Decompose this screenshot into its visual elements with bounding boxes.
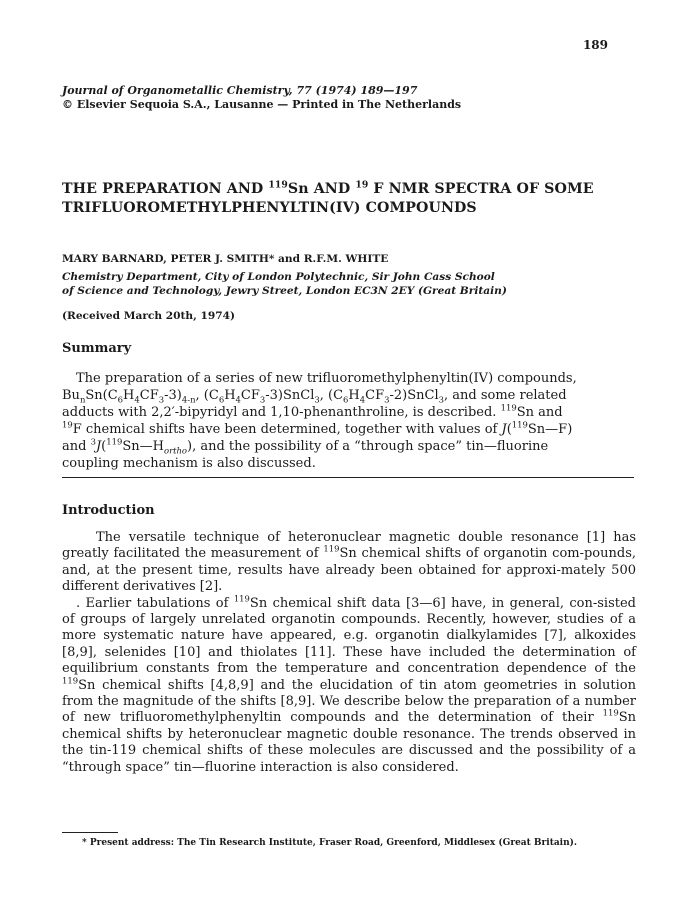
paragraph: The versatile technique of heteronuclear magnetic double resonance [1] has greatly facilitated the measurement of $^{119}$Sn chemical shifts of organotin com-pounds, and, at the present time, results have already been obtained for approxi-mately 500 different derivatives [2]. bbox=[62, 530, 637, 595]
summary-abstract bbox=[62, 370, 634, 472]
introduction-heading: Introduction bbox=[62, 503, 155, 518]
section-divider bbox=[62, 477, 634, 478]
title-superscript: 19 bbox=[355, 179, 369, 191]
summary-heading: Summary bbox=[62, 341, 132, 356]
journal-reference: Journal of Organometallic Chemistry, 77 (1974) 189—197 bbox=[62, 84, 418, 97]
introduction-body bbox=[62, 530, 636, 776]
abstract-line: $^{19}$F chemical shifts have been determined, together with values of J($^{119}$Sn—F) bbox=[62, 419, 573, 437]
title-text: THE PREPARATION AND bbox=[62, 181, 269, 197]
abstract-line: coupling mechanism is also discussed. bbox=[62, 456, 316, 471]
title-text: Sn AND bbox=[287, 181, 356, 197]
footnote-rule bbox=[62, 832, 118, 833]
article-title bbox=[62, 180, 632, 218]
page-number: 189 bbox=[582, 38, 608, 52]
abstract-line: and $^3J(^{119}Sn—H_{ortho})$, and the possibility of a “through space” tin—fluorine bbox=[62, 436, 549, 456]
title-line-1 bbox=[62, 180, 632, 199]
publisher-line: © Elsevier Sequoia S.A., Lausanne — Printed in The Netherlands bbox=[62, 98, 462, 111]
title-text: F NMR SPECTRA OF SOME bbox=[368, 181, 594, 197]
affiliation-line: Chemistry Department, City of London Polytechnic, Sir John Cass School bbox=[62, 271, 495, 283]
journal-citation bbox=[62, 84, 622, 112]
title-superscript: 119 bbox=[268, 179, 288, 191]
received-date: (Received March 20th, 1974) bbox=[62, 310, 235, 322]
footnote: * Present address: The Tin Research Institute, Fraser Road, Greenford, Middlesex (Great Britain). bbox=[82, 838, 578, 848]
author-list: MARY BARNARD, PETER J. SMITH* and R.F.M. WHITE bbox=[62, 253, 389, 265]
affiliation-line: of Science and Technology, Jewry Street, London EC3N 2EY (Great Britain) bbox=[62, 285, 507, 297]
abstract-line: $Bu_nSn(C_6H_4CF_3-3)_{4-n}$, $(C_6H_4CF_3-3)SnCl_3$, $(C_6H_4CF_3-2)SnCl_3$, and some related bbox=[62, 388, 567, 405]
affiliation bbox=[62, 270, 632, 298]
paragraph: . Earlier tabulations of $^{119}$Sn chemical shift data [3—6] have, in general, con-sisted of groups of largely unrelated organotin compounds. Recently, however, studies of a more systematic nature have appeared, e.g. organotin dialkylamides [7], alkoxides [8,9], selenides [10] and thiolates [11]. These have included the determination of equilibrium constants from the temperature and concentration dependence of the $^{119}$Sn chemical shifts [4,8,9] and the elucidation of tin atom geometries in solution from the magnitude of the shifts [8,9]. We describe below the preparation of a number of new trifluoromethylphenyltin compounds and the determination of their $^{119}$Sn chemical shifts by heteronuclear magnetic double resonance. The trends observed in the tin-119 chemical shifts of these molecules are discussed and the possibility of a “through space” tin—fluorine interaction is also considered. bbox=[62, 593, 636, 775]
abstract-line: adducts with 2,2′-bipyridyl and 1,10-phenanthroline, is described. $^{119}$Sn and bbox=[62, 402, 563, 420]
title-line-2: TRIFLUOROMETHYLPHENYLTIN(IV) COMPOUNDS bbox=[62, 200, 477, 216]
abstract-line: The preparation of a series of new trifluoromethylphenyltin(IV) compounds, bbox=[76, 371, 577, 386]
